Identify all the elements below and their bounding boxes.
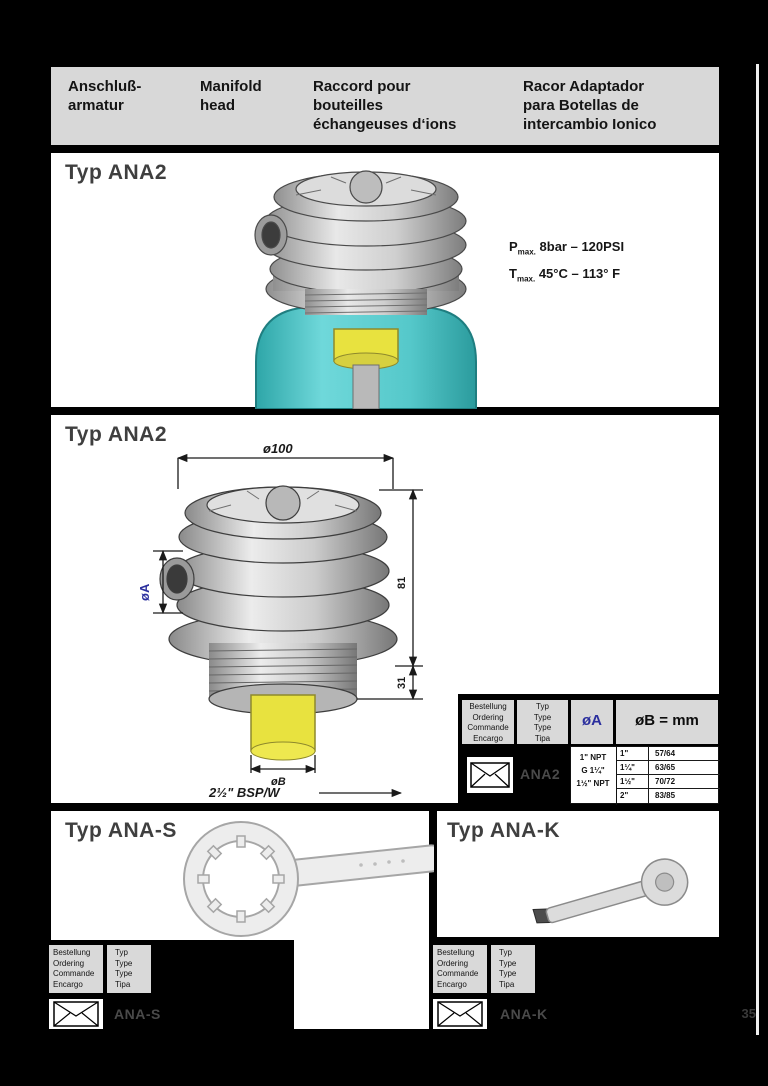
page-number: 35	[741, 1006, 756, 1021]
dim-top-label: ø100	[263, 441, 293, 456]
order-header-type: Typ Type Type Tipa	[516, 699, 569, 745]
order-header-ordering: Bestellung Ordering Commande Encargo	[48, 944, 104, 994]
page-edge-line	[756, 64, 759, 1035]
panel-product-photo	[48, 150, 722, 410]
dia-a-header-cell: øA	[570, 699, 614, 745]
header-en	[200, 77, 262, 115]
ratings	[509, 239, 624, 292]
panel-ana-k	[434, 808, 722, 940]
order-header-type: Typ Type Type Tipa	[490, 944, 536, 994]
dia-b-row: 1¼" 63/65	[617, 761, 720, 775]
ana-s-order-table	[46, 940, 294, 1032]
order-header-type: Typ Type Type Tipa	[106, 944, 152, 994]
dim-left-label: øA	[137, 583, 152, 601]
type-ana2-label: ANA2	[520, 766, 561, 782]
header-fr	[313, 77, 456, 134]
dia-b-row: 1½" 70/72	[617, 775, 720, 789]
dia-b-subtable	[616, 747, 720, 805]
header-es-line: Racor Adaptador	[523, 78, 645, 95]
dim-right-lower-label: 31	[396, 676, 408, 689]
header-fr-line: Raccord pour	[313, 78, 411, 95]
header-es-line: intercambio Ionico	[523, 116, 657, 133]
manifold-head-on-bottle-image	[201, 157, 531, 409]
header-en-line: Manifold	[200, 78, 262, 95]
ana2-order-table	[458, 694, 722, 806]
key-tool-image	[525, 847, 715, 937]
header-fr-line: bouteilles	[313, 97, 384, 114]
dia-b-row: 1" 57/64	[617, 747, 720, 761]
envelope-icon	[48, 998, 104, 1030]
header-de-line: Anschluß-	[68, 78, 142, 95]
panel2-title: Typ ANA2	[65, 423, 168, 446]
type-ana-s-label: ANA-S	[114, 1006, 161, 1022]
ana-k-order-table	[430, 940, 682, 1032]
header-fr-line: échangeuses d‘ions	[313, 116, 457, 133]
tmax-rating: $T_{max.}$ 45°C – 113° F	[509, 265, 621, 284]
envelope-icon	[432, 998, 488, 1030]
dia-b-header-cell: øB = mm	[615, 699, 719, 745]
header-bar	[48, 64, 722, 148]
dim-right-upper-label: 81	[396, 576, 408, 589]
dimension-drawing	[91, 433, 511, 803]
panel4-title: Typ ANA-K	[447, 819, 560, 842]
header-de	[68, 77, 141, 115]
header-de-line: armatur	[68, 97, 124, 114]
header-en-line: head	[200, 97, 236, 114]
order-header-ordering: Bestellung Ordering Commande Encargo	[432, 944, 488, 994]
dia-a-options: 1" NPT G 1¼" 1½" NPT	[576, 753, 610, 788]
order-header-ordering: Bestellung Ordering Commande Encargo	[461, 699, 515, 745]
dim-bottom-label: øB	[271, 776, 286, 788]
dia-b-row: 2" 83/85	[617, 789, 720, 803]
panel-technical-drawing	[48, 412, 722, 806]
panel3-title: Typ ANA-S	[65, 819, 177, 842]
pmax-rating: $P_{max.}$ 8bar – 120PSI	[509, 239, 625, 257]
header-es	[523, 77, 656, 134]
panel1-title: Typ ANA2	[65, 161, 168, 184]
header-es-line: para Botellas de	[523, 97, 639, 114]
spanner-tool-image	[161, 817, 461, 943]
envelope-icon	[466, 756, 514, 794]
dia-a-b-values	[570, 746, 719, 804]
type-ana-k-label: ANA-K	[500, 1006, 548, 1022]
thread-label: 2½" BSP/W	[209, 785, 280, 800]
